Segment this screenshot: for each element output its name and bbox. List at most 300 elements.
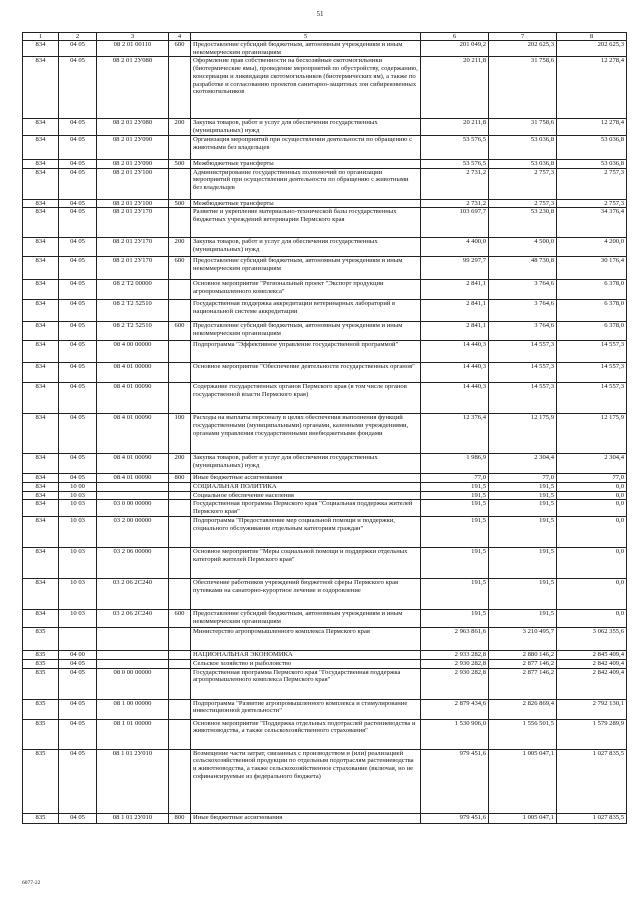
cell-grbs: 834 <box>23 610 59 628</box>
cell-target-article: 08 4 01 00000 <box>97 363 169 383</box>
cell-target-article: 03 2 06 2С240 <box>97 610 169 628</box>
cell-amount-year2: 191,5 <box>489 579 557 610</box>
cell-grbs: 834 <box>23 199 59 208</box>
cell-amount-year2: 191,5 <box>489 500 557 517</box>
cell-grbs: 835 <box>23 651 59 660</box>
cell-section: 10 03 <box>59 579 97 610</box>
cell-amount-year3: 0,0 <box>557 548 627 579</box>
cell-amount-year2: 2 757,3 <box>489 199 557 208</box>
cell-amount-year1: 2 841,1 <box>421 280 489 300</box>
cell-expense-type: 200 <box>169 119 191 135</box>
cell-target-article: 08 2 01 2У090 <box>97 135 169 159</box>
cell-grbs: 834 <box>23 517 59 548</box>
cell-expense-type <box>169 280 191 300</box>
cell-expense-type <box>169 628 191 651</box>
cell-target-article: 08 4 01 00090 <box>97 383 169 414</box>
cell-description: Администрирование государственных полномочий по организации мероприятий при осуществлении деятельности по обращению с животными без владельцев <box>191 168 421 199</box>
cell-description: Основное мероприятие "Поддержка отдельных подотраслей растениеводства и животноводства, а также сельскохозяйственного страхования" <box>191 719 421 749</box>
cell-amount-year2: 1 005 047,1 <box>489 813 557 823</box>
cell-amount-year3: 1 579 289,9 <box>557 719 627 749</box>
cell-expense-type <box>169 341 191 363</box>
table-row <box>23 208 627 238</box>
cell-grbs: 834 <box>23 159 59 168</box>
cell-grbs: 834 <box>23 119 59 135</box>
cell-amount-year3: 14 557,3 <box>557 341 627 363</box>
cell-amount-year3: 0,0 <box>557 482 627 491</box>
cell-amount-year1: 2 841,1 <box>421 300 489 322</box>
table-row <box>23 719 627 749</box>
cell-amount-year1: 191,5 <box>421 610 489 628</box>
cell-amount-year1: 20 211,8 <box>421 119 489 135</box>
cell-amount-year1: 99 297,7 <box>421 257 489 280</box>
cell-target-article: 08 2 Т2 52510 <box>97 300 169 322</box>
cell-grbs: 834 <box>23 579 59 610</box>
cell-target-article: 08 0 00 00000 <box>97 668 169 699</box>
cell-amount-year1: 191,5 <box>421 500 489 517</box>
cell-amount-year3: 0,0 <box>557 500 627 517</box>
cell-amount-year1: 77,0 <box>421 474 489 483</box>
cell-amount-year3: 1 027 835,5 <box>557 813 627 823</box>
cell-amount-year2: 53 036,8 <box>489 135 557 159</box>
cell-expense-type <box>169 383 191 414</box>
table-row <box>23 660 627 669</box>
cell-amount-year3: 6 378,0 <box>557 280 627 300</box>
cell-amount-year2: 3 210 495,7 <box>489 628 557 651</box>
cell-section: 10 03 <box>59 517 97 548</box>
cell-amount-year1: 1 530 906,0 <box>421 719 489 749</box>
cell-amount-year2: 1 556 501,5 <box>489 719 557 749</box>
cell-amount-year1: 2 930 282,8 <box>421 668 489 699</box>
table-row <box>23 135 627 159</box>
cell-section: 04 05 <box>59 168 97 199</box>
col-header: 8 <box>557 33 627 41</box>
cell-amount-year3: 14 557,3 <box>557 363 627 383</box>
cell-expense-type <box>169 548 191 579</box>
cell-section: 04 05 <box>59 119 97 135</box>
col-header: 6 <box>421 33 489 41</box>
cell-expense-type <box>169 363 191 383</box>
cell-target-article: 08 2 01 2У090 <box>97 159 169 168</box>
page-number: 51 <box>316 10 324 18</box>
cell-description: Предоставление субсидий бюджетным, автономным учреждениям и иным некоммерческим организациям <box>191 41 421 57</box>
cell-grbs: 834 <box>23 341 59 363</box>
cell-grbs: 834 <box>23 238 59 257</box>
cell-grbs: 835 <box>23 719 59 749</box>
cell-amount-year3: 2 757,3 <box>557 168 627 199</box>
cell-target-article: 08 2 01 2У170 <box>97 208 169 238</box>
cell-target-article: 03 0 00 00000 <box>97 500 169 517</box>
cell-section: 04 05 <box>59 208 97 238</box>
cell-amount-year3: 2 845 409,4 <box>557 651 627 660</box>
table-row <box>23 300 627 322</box>
cell-section <box>59 628 97 651</box>
table-row <box>23 500 627 517</box>
cell-amount-year1: 53 576,5 <box>421 159 489 168</box>
cell-target-article: 08 1 01 2У010 <box>97 813 169 823</box>
cell-description: Расходы на выплаты персоналу в целях обеспечения выполнения функций государственными (муниципальными) органами, казенными учреждениями, органами управления государственными внебюджетными фондами <box>191 414 421 454</box>
cell-amount-year1: 191,5 <box>421 548 489 579</box>
table-row <box>23 414 627 454</box>
cell-amount-year2: 14 557,3 <box>489 363 557 383</box>
cell-expense-type: 600 <box>169 610 191 628</box>
cell-grbs: 834 <box>23 280 59 300</box>
cell-target-article: 08 4 01 00090 <box>97 454 169 474</box>
footer-code: 6077-22 <box>22 880 41 886</box>
cell-expense-type: 100 <box>169 414 191 454</box>
cell-amount-year3: 202 625,3 <box>557 41 627 57</box>
cell-description: Предоставление субсидий бюджетным, автономным учреждениям и иным некоммерческим организациям <box>191 322 421 341</box>
cell-amount-year3: 53 036,8 <box>557 135 627 159</box>
cell-section: 04 05 <box>59 660 97 669</box>
cell-target-article: 08 2 01 00110 <box>97 41 169 57</box>
table-row <box>23 57 627 119</box>
table-row <box>23 548 627 579</box>
cell-target-article: 08 1 01 2У010 <box>97 749 169 813</box>
cell-amount-year1: 2 731,2 <box>421 199 489 208</box>
table-row <box>23 383 627 414</box>
cell-target-article: 08 2 01 2У080 <box>97 119 169 135</box>
cell-expense-type <box>169 651 191 660</box>
cell-amount-year2: 53 036,8 <box>489 159 557 168</box>
table-row <box>23 257 627 280</box>
cell-section: 04 05 <box>59 363 97 383</box>
cell-amount-year2: 48 730,8 <box>489 257 557 280</box>
table-row <box>23 651 627 660</box>
cell-description: Государственная программа Пермского края "Государственная поддержка агропромышленного комплекса Пермского края" <box>191 668 421 699</box>
header-row <box>23 33 627 41</box>
cell-section: 04 05 <box>59 322 97 341</box>
cell-target-article: 08 2 01 2У170 <box>97 257 169 280</box>
cell-section: 04 05 <box>59 454 97 474</box>
table-row <box>23 628 627 651</box>
col-header: 3 <box>97 33 169 41</box>
cell-amount-year1: 2 841,1 <box>421 322 489 341</box>
cell-amount-year2: 4 500,0 <box>489 238 557 257</box>
cell-amount-year3: 6 378,0 <box>557 300 627 322</box>
cell-description: Иные бюджетные ассигнования <box>191 813 421 823</box>
cell-amount-year1: 191,5 <box>421 491 489 500</box>
cell-description: Межбюджетные трансферты <box>191 199 421 208</box>
cell-section: 04 05 <box>59 41 97 57</box>
cell-amount-year3: 2 304,4 <box>557 454 627 474</box>
cell-section: 10 03 <box>59 548 97 579</box>
cell-amount-year3: 14 557,3 <box>557 383 627 414</box>
table-row <box>23 813 627 823</box>
cell-description: Подпрограмма "Предоставление мер социальной помощи и поддержки, социального обслуживания отдельным категориям граждан" <box>191 517 421 548</box>
cell-amount-year2: 3 764,6 <box>489 322 557 341</box>
cell-expense-type: 800 <box>169 474 191 483</box>
cell-description: Государственная поддержка аккредитации ветеринарных лабораторий в национальной системе аккредитации <box>191 300 421 322</box>
cell-target-article <box>97 482 169 491</box>
cell-amount-year1: 201 049,2 <box>421 41 489 57</box>
cell-amount-year3: 0,0 <box>557 517 627 548</box>
table-row <box>23 119 627 135</box>
cell-grbs: 834 <box>23 474 59 483</box>
cell-grbs: 834 <box>23 414 59 454</box>
cell-section: 04 05 <box>59 749 97 813</box>
cell-amount-year3: 30 176,4 <box>557 257 627 280</box>
table-row <box>23 579 627 610</box>
table-row <box>23 280 627 300</box>
cell-expense-type: 500 <box>169 159 191 168</box>
table-row <box>23 699 627 719</box>
cell-amount-year1: 14 440,3 <box>421 383 489 414</box>
cell-description: Подпрограмма "Эффективное управление государственной программой" <box>191 341 421 363</box>
cell-amount-year2: 53 230,8 <box>489 208 557 238</box>
cell-amount-year3: 2 757,3 <box>557 199 627 208</box>
cell-expense-type: 800 <box>169 813 191 823</box>
cell-expense-type <box>169 668 191 699</box>
cell-amount-year3: 12 278,4 <box>557 119 627 135</box>
cell-description: Подпрограмма "Развитие агропромышленного комплекса и стимулирование инвестиционной деятельности" <box>191 699 421 719</box>
table-row <box>23 159 627 168</box>
cell-section: 10 03 <box>59 500 97 517</box>
cell-amount-year1: 2 731,2 <box>421 168 489 199</box>
cell-section: 10 00 <box>59 482 97 491</box>
cell-amount-year2: 31 758,6 <box>489 57 557 119</box>
table-row <box>23 482 627 491</box>
cell-amount-year1: 1 986,9 <box>421 454 489 474</box>
cell-expense-type <box>169 300 191 322</box>
budget-table <box>22 32 627 824</box>
cell-description: СОЦИАЛЬНАЯ ПОЛИТИКА <box>191 482 421 491</box>
cell-grbs: 834 <box>23 383 59 414</box>
cell-target-article: 08 2 01 2У170 <box>97 238 169 257</box>
cell-section: 04 05 <box>59 199 97 208</box>
cell-target-article: 08 1 00 00000 <box>97 699 169 719</box>
cell-target-article: 08 2 01 2У080 <box>97 57 169 119</box>
cell-description: Предоставление субсидий бюджетным, автономным учреждениям и иным некоммерческим организациям <box>191 257 421 280</box>
cell-description: Закупка товаров, работ и услуг для обеспечения государственных (муниципальных) нужд <box>191 238 421 257</box>
table-row <box>23 322 627 341</box>
cell-expense-type: 600 <box>169 41 191 57</box>
cell-grbs: 834 <box>23 168 59 199</box>
cell-section: 04 05 <box>59 699 97 719</box>
cell-amount-year2: 202 625,3 <box>489 41 557 57</box>
col-header: 7 <box>489 33 557 41</box>
cell-description: Государственная программа Пермского края "Социальная поддержка жителей Пермского края" <box>191 500 421 517</box>
cell-amount-year3: 6 378,0 <box>557 322 627 341</box>
cell-description: Оформление прав собственности на бесхозяйные скотомогильники (биотермические ямы), проведение мероприятий по обустройству, содержанию, консервации и ликвидации скотомогильников (биотермических ям), а также по разработке и согласованию проектов санитарно-защитных зон сибиреязвенных скотомогильников <box>191 57 421 119</box>
table-row <box>23 668 627 699</box>
col-header: 5 <box>191 33 421 41</box>
cell-expense-type: 600 <box>169 322 191 341</box>
cell-expense-type <box>169 719 191 749</box>
cell-amount-year2: 2 877 146,2 <box>489 660 557 669</box>
cell-description: Развитие и укрепление материально-технической базы государственных бюджетных учреждений ветеринарии Пермского края <box>191 208 421 238</box>
cell-section: 04 05 <box>59 813 97 823</box>
cell-target-article: 03 2 06 2С240 <box>97 579 169 610</box>
cell-description: Организация мероприятий при осуществлении деятельности по обращению с животными без владельцев <box>191 135 421 159</box>
cell-amount-year1: 2 933 282,8 <box>421 651 489 660</box>
cell-target-article: 08 1 01 00000 <box>97 719 169 749</box>
cell-description: Социальное обеспечение населения <box>191 491 421 500</box>
cell-grbs: 834 <box>23 208 59 238</box>
cell-expense-type: 200 <box>169 454 191 474</box>
table-row <box>23 610 627 628</box>
cell-section: 04 05 <box>59 159 97 168</box>
cell-amount-year2: 3 764,6 <box>489 300 557 322</box>
cell-amount-year2: 14 557,3 <box>489 341 557 363</box>
cell-section: 10 03 <box>59 610 97 628</box>
cell-amount-year1: 103 697,7 <box>421 208 489 238</box>
cell-grbs: 834 <box>23 322 59 341</box>
cell-amount-year2: 2 880 146,2 <box>489 651 557 660</box>
cell-description: Предоставление субсидий бюджетным, автономным учреждениям и иным некоммерческим организациям <box>191 610 421 628</box>
col-header: 4 <box>169 33 191 41</box>
cell-target-article: 08 2 Т2 52510 <box>97 322 169 341</box>
cell-section: 04 05 <box>59 57 97 119</box>
cell-grbs: 834 <box>23 454 59 474</box>
cell-target-article: 03 2 00 00000 <box>97 517 169 548</box>
cell-description: Возмещение части затрат, связанных с производством и (или) реализацией сельскохозяйственной продукции по отдельным подотраслям растениеводства и животноводства, а также сельскохозяйственное страхование (включая, но не софинансируемые из федерального бюджета) <box>191 749 421 813</box>
cell-section: 04 05 <box>59 257 97 280</box>
cell-amount-year3: 77,0 <box>557 474 627 483</box>
cell-amount-year3: 34 376,4 <box>557 208 627 238</box>
cell-description: Сельское хозяйство и рыболовство <box>191 660 421 669</box>
cell-grbs: 834 <box>23 491 59 500</box>
cell-amount-year1: 20 211,8 <box>421 57 489 119</box>
cell-target-article: 08 4 00 00000 <box>97 341 169 363</box>
cell-section: 04 05 <box>59 474 97 483</box>
table-row <box>23 199 627 208</box>
cell-description: Межбюджетные трансферты <box>191 159 421 168</box>
cell-target-article: 08 2 01 2У100 <box>97 168 169 199</box>
cell-amount-year2: 2 757,3 <box>489 168 557 199</box>
cell-expense-type <box>169 491 191 500</box>
cell-amount-year3: 12 175,9 <box>557 414 627 454</box>
cell-expense-type <box>169 500 191 517</box>
cell-target-article: 08 4 01 00090 <box>97 474 169 483</box>
cell-section: 04 05 <box>59 668 97 699</box>
cell-amount-year2: 14 557,3 <box>489 383 557 414</box>
cell-amount-year2: 31 758,6 <box>489 119 557 135</box>
table-row <box>23 238 627 257</box>
cell-expense-type: 200 <box>169 238 191 257</box>
cell-amount-year3: 3 062 355,6 <box>557 628 627 651</box>
cell-section: 04 05 <box>59 341 97 363</box>
cell-section: 10 03 <box>59 491 97 500</box>
cell-amount-year1: 14 440,3 <box>421 363 489 383</box>
cell-grbs: 834 <box>23 482 59 491</box>
cell-amount-year2: 2 304,4 <box>489 454 557 474</box>
cell-section: 04 05 <box>59 383 97 414</box>
cell-grbs: 834 <box>23 135 59 159</box>
cell-target-article: 03 2 06 00000 <box>97 548 169 579</box>
cell-description: Иные бюджетные ассигнования <box>191 474 421 483</box>
table-row <box>23 341 627 363</box>
cell-amount-year2: 2 826 869,4 <box>489 699 557 719</box>
cell-expense-type <box>169 579 191 610</box>
cell-amount-year1: 2 963 861,6 <box>421 628 489 651</box>
cell-section: 04 05 <box>59 135 97 159</box>
table-row <box>23 749 627 813</box>
cell-target-article: 08 2 01 2У100 <box>97 199 169 208</box>
cell-description: Закупка товаров, работ и услуг для обеспечения государственных (муниципальных) нужд <box>191 119 421 135</box>
cell-target-article <box>97 651 169 660</box>
cell-expense-type <box>169 168 191 199</box>
table-row <box>23 41 627 57</box>
cell-description: Основное мероприятие "Региональный проект "Экспорт продукции агропромышленного комплекса" <box>191 280 421 300</box>
cell-description: Основное мероприятие "Меры социальной помощи и поддержки отдельных категорий жителей Пермского края" <box>191 548 421 579</box>
cell-amount-year1: 14 440,3 <box>421 341 489 363</box>
cell-amount-year3: 53 036,8 <box>557 159 627 168</box>
cell-amount-year3: 1 027 835,5 <box>557 749 627 813</box>
cell-amount-year1: 191,5 <box>421 579 489 610</box>
cell-section: 04 05 <box>59 238 97 257</box>
table-row <box>23 168 627 199</box>
cell-grbs: 834 <box>23 41 59 57</box>
col-header: 1 <box>23 33 59 41</box>
cell-amount-year1: 2 879 434,6 <box>421 699 489 719</box>
cell-amount-year1: 2 930 282,8 <box>421 660 489 669</box>
table-body <box>23 41 627 824</box>
cell-target-article: 08 4 01 00090 <box>97 414 169 454</box>
table-row <box>23 363 627 383</box>
col-header: 2 <box>59 33 97 41</box>
cell-amount-year1: 979 451,6 <box>421 749 489 813</box>
cell-expense-type <box>169 699 191 719</box>
cell-amount-year3: 0,0 <box>557 491 627 500</box>
cell-amount-year2: 191,5 <box>489 517 557 548</box>
cell-target-article: 08 2 Т2 00000 <box>97 280 169 300</box>
cell-grbs: 834 <box>23 300 59 322</box>
cell-amount-year2: 191,5 <box>489 610 557 628</box>
cell-expense-type: 500 <box>169 199 191 208</box>
cell-grbs: 834 <box>23 363 59 383</box>
cell-grbs: 834 <box>23 257 59 280</box>
cell-expense-type <box>169 660 191 669</box>
cell-amount-year3: 0,0 <box>557 610 627 628</box>
cell-grbs: 835 <box>23 660 59 669</box>
cell-section: 04 05 <box>59 300 97 322</box>
cell-amount-year1: 191,5 <box>421 517 489 548</box>
table-row <box>23 491 627 500</box>
cell-grbs: 835 <box>23 699 59 719</box>
cell-amount-year2: 12 175,9 <box>489 414 557 454</box>
cell-description: Обеспечение работников учреждений бюджетной сферы Пермского края путевками на санаторно-курортное лечение и оздоровление <box>191 579 421 610</box>
table-row <box>23 474 627 483</box>
cell-amount-year1: 191,5 <box>421 482 489 491</box>
cell-expense-type: 600 <box>169 257 191 280</box>
cell-grbs: 835 <box>23 628 59 651</box>
cell-amount-year2: 191,5 <box>489 482 557 491</box>
cell-grbs: 834 <box>23 548 59 579</box>
cell-grbs: 835 <box>23 749 59 813</box>
cell-expense-type <box>169 482 191 491</box>
cell-description: Закупка товаров, работ и услуг для обеспечения государственных (муниципальных) нужд <box>191 454 421 474</box>
cell-description: Основное мероприятие "Обеспечение деятельности государственных органов" <box>191 363 421 383</box>
cell-amount-year1: 979 451,6 <box>421 813 489 823</box>
cell-target-article <box>97 660 169 669</box>
cell-amount-year3: 2 842 409,4 <box>557 660 627 669</box>
cell-description: Министерство агропромышленного комплекса Пермского края <box>191 628 421 651</box>
cell-section: 04 05 <box>59 280 97 300</box>
cell-amount-year2: 1 005 047,1 <box>489 749 557 813</box>
cell-amount-year1: 53 576,5 <box>421 135 489 159</box>
cell-amount-year2: 191,5 <box>489 491 557 500</box>
cell-expense-type <box>169 135 191 159</box>
cell-amount-year3: 4 200,0 <box>557 238 627 257</box>
cell-target-article <box>97 491 169 500</box>
cell-grbs: 834 <box>23 500 59 517</box>
cell-amount-year2: 2 877 146,2 <box>489 668 557 699</box>
cell-amount-year2: 191,5 <box>489 548 557 579</box>
cell-expense-type <box>169 749 191 813</box>
cell-amount-year2: 3 764,6 <box>489 280 557 300</box>
cell-target-article <box>97 628 169 651</box>
cell-amount-year3: 12 278,4 <box>557 57 627 119</box>
